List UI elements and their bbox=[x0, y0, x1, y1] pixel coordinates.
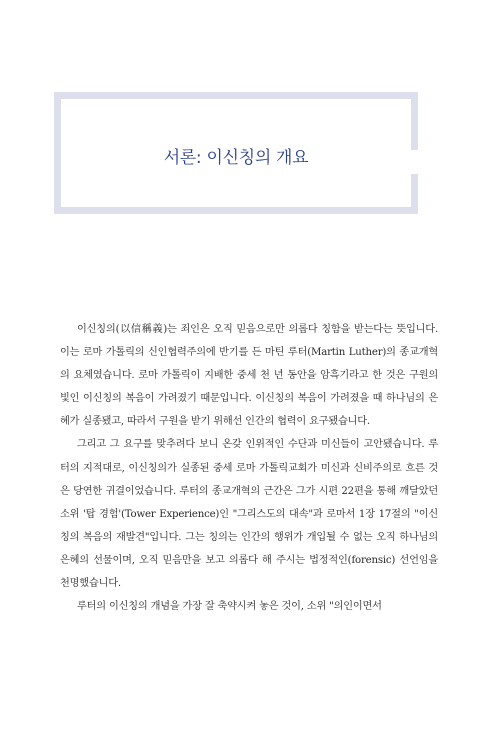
frame-right-bottom-bar bbox=[411, 174, 418, 214]
body-text bbox=[60, 318, 438, 618]
chapter-title-frame bbox=[54, 92, 418, 214]
paragraph-2: 그리고 그 요구를 맞추려다 보니 온갖 인위적인 수단과 미신들이 고안됐습니다. 루터의 지적대로, 이신칭의가 실종된 중세 로마 가톨릭교회가 미신과 신비주의로 흐른 것은 당연한 귀결이었습니다. 루터의 종교개혁의 근간은 그가 시편 22편을 통해 깨달았던 소위 '탑 경험'(Tower Experience)인 "그리스도의 대속"과 로마서 1장 17절의 "이신칭의 복음의 재발견"입니다. 그는 칭의는 인간의 행위가 개입될 수 없는 오직 하나님의 은혜의 선물이며, 오직 믿음만을 보고 의롭다 해 주시는 법정적인(forensic) 선언임을 천명했습니다. bbox=[60, 439, 438, 590]
paragraph-3: 루터의 이신칭의 개념을 가장 잘 축약시켜 놓은 것이, 소위 "의인이면서 bbox=[77, 601, 382, 613]
frame-bottom-bar bbox=[54, 207, 418, 214]
paragraph-1: 이신칭의(以信稱義)는 죄인은 오직 믿음으로만 의롭다 칭함을 받는다는 뜻입니다. 이는 로마 가톨릭의 신인협력주의에 반기를 든 마틴 루터(Martin Luther)의 종교개혁의 요체였습니다. 로마 가톨릭이 지배한 중세 천 년 동안을 암흑기라고 한 것은 구원의 빛인 이신칭의 복음이 가려졌기 때문입니다. 이신칭의 복음이 가려졌을 때 하나님의 은혜가 실종됐고, 따라서 구원을 받기 위해선 인간의 협력이 요구됐습니다. bbox=[60, 324, 438, 428]
frame-top-bar bbox=[54, 92, 418, 99]
frame-right-top-bar bbox=[411, 92, 418, 150]
chapter-title: 서론: 이신칭의 개요 bbox=[163, 148, 309, 168]
